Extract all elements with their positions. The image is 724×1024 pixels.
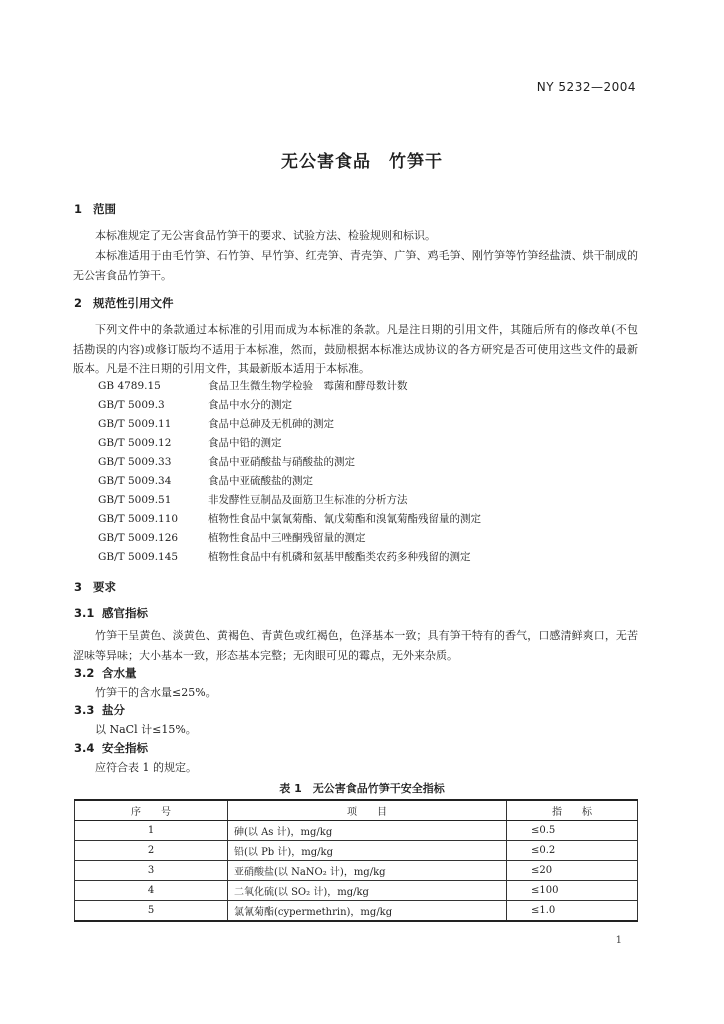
cell-limit: ≤100 <box>507 881 638 901</box>
reference-code: GB/T 5009.145 <box>98 551 179 563</box>
scope-paragraph-1: 本标准规定了无公害食品竹笋干的要求、试验方法、检验规则和标识。 <box>95 229 436 242</box>
reference-item <box>98 548 471 567</box>
table-row <box>75 821 638 841</box>
reference-code: GB/T 5009.33 <box>98 456 172 468</box>
table-row <box>75 861 638 881</box>
subsection-number: 3.2 <box>74 666 95 680</box>
reference-name: 非发酵性豆制品及面筋卫生标准的分析方法 <box>208 494 408 506</box>
subsection-heading-moisture <box>74 665 137 681</box>
reference-code: GB/T 5009.3 <box>98 399 165 411</box>
salt-text: 以 NaCl 计≤15%。 <box>95 723 197 736</box>
table-row <box>75 841 638 861</box>
reference-item <box>98 529 366 548</box>
reference-code: GB/T 5009.12 <box>98 437 172 449</box>
subsection-title: 感官指标 <box>102 606 148 620</box>
safety-indicators-table <box>74 799 638 922</box>
reference-item <box>98 415 334 434</box>
cell-limit: ≤0.5 <box>507 821 638 841</box>
reference-item <box>98 453 355 472</box>
section-number: 2 <box>74 296 83 310</box>
section-title: 要求 <box>93 580 116 594</box>
cell-no: 3 <box>75 861 228 881</box>
header-limit: 指 标 <box>507 800 638 821</box>
subsection-title: 安全指标 <box>102 741 148 755</box>
cell-limit: ≤20 <box>507 861 638 881</box>
cell-item: 氯氰菊酯(cypermethrin)，mg/kg <box>228 901 507 922</box>
cell-item: 砷(以 As 计)，mg/kg <box>228 821 507 841</box>
section-title: 范围 <box>93 202 116 216</box>
subsection-number: 3.4 <box>74 741 95 755</box>
cell-no: 1 <box>75 821 228 841</box>
reference-item <box>98 472 313 491</box>
reference-code: GB/T 5009.51 <box>98 494 172 506</box>
header-item: 项 目 <box>228 800 507 821</box>
section-number: 1 <box>74 202 83 216</box>
subsection-number: 3.1 <box>74 606 95 620</box>
cell-limit: ≤0.2 <box>507 841 638 861</box>
section-number: 3 <box>74 580 83 594</box>
reference-item <box>98 396 292 415</box>
reference-name: 食品中亚硝酸盐与硝酸盐的测定 <box>208 456 355 468</box>
reference-code: GB/T 5009.110 <box>98 513 179 525</box>
cell-no: 2 <box>75 841 228 861</box>
scope-paragraph-2: 本标准适用于由毛竹笋、石竹笋、早竹笋、红壳笋、青壳笋、广笋、鸡毛笋、刚竹笋等竹笋经盐渍、烘干制成的无公害食品竹笋干。 <box>73 249 638 282</box>
table-caption: 表 1 无公害食品竹笋干安全指标 <box>279 782 445 795</box>
reference-item <box>98 377 408 396</box>
subsection-title: 含水量 <box>102 666 137 680</box>
section-heading-scope <box>74 201 116 217</box>
reference-code: GB/T 5009.126 <box>98 532 179 544</box>
subsection-heading-sensory <box>74 605 148 621</box>
section-heading-requirements <box>74 579 116 595</box>
reference-name: 食品中铅的测定 <box>208 437 282 449</box>
cell-item: 铅(以 Pb 计)，mg/kg <box>228 841 507 861</box>
sensory-paragraph: 竹笋干呈黄色、淡黄色、黄褐色、青黄色或红褐色，色泽基本一致；具有笋干特有的香气，口感清鲜爽口，无苦涩味等异味；大小基本一致，形态基本完整；无肉眼可见的霉点，无外来杂质。 <box>73 629 638 662</box>
cell-no: 4 <box>75 881 228 901</box>
document-title: 无公害食品 竹笋干 <box>281 152 443 172</box>
subsection-title: 盐分 <box>102 703 125 717</box>
subsection-heading-salt <box>74 702 125 718</box>
reference-name: 植物性食品中有机磷和氨基甲酸酯类农药多种残留的测定 <box>208 551 471 563</box>
section-heading-normative-references <box>74 295 174 311</box>
cell-limit: ≤1.0 <box>507 901 638 922</box>
safety-text: 应符合表 1 的规定。 <box>95 761 197 774</box>
reference-name: 植物性食品中三唑酮残留量的测定 <box>208 532 366 544</box>
reference-item <box>98 510 481 529</box>
header-serial-number: 序 号 <box>75 800 228 821</box>
reference-name: 植物性食品中氯氰菊酯、氰戊菊酯和溴氰菊酯残留量的测定 <box>208 513 481 525</box>
page-number: 1 <box>615 935 622 946</box>
reference-name: 食品卫生微生物学检验 霉菌和酵母数计数 <box>208 380 408 392</box>
subsection-heading-safety <box>74 740 148 756</box>
reference-code: GB 4789.15 <box>98 380 161 392</box>
section-title: 规范性引用文件 <box>93 296 174 310</box>
cell-item: 二氧化硫(以 SO₂ 计)，mg/kg <box>228 881 507 901</box>
reference-name: 食品中水分的测定 <box>208 399 292 411</box>
standard-number: NY 5232—2004 <box>536 80 636 94</box>
reference-item <box>98 491 408 510</box>
subsection-number: 3.3 <box>74 703 95 717</box>
moisture-text: 竹笋干的含水量≤25%。 <box>95 686 217 699</box>
table-header-row <box>75 800 638 821</box>
reference-name: 食品中总砷及无机砷的测定 <box>208 418 334 430</box>
reference-item <box>98 434 282 453</box>
table-row <box>75 881 638 901</box>
reference-code: GB/T 5009.11 <box>98 418 172 430</box>
cell-item: 亚硝酸盐(以 NaNO₂ 计)，mg/kg <box>228 861 507 881</box>
table-row <box>75 901 638 922</box>
reference-code: GB/T 5009.34 <box>98 475 172 487</box>
references-paragraph: 下列文件中的条款通过本标准的引用而成为本标准的条款。凡是注日期的引用文件，其随后所有的修改单(不包括勘误的内容)或修订版均不适用于本标准，然而，鼓励根据本标准达成协议的各方研究是否可使用这些文件的最新版本。凡是不注日期的引用文件，其最新版本适用于本标准。 <box>73 323 638 375</box>
reference-name: 食品中亚硫酸盐的测定 <box>208 475 313 487</box>
cell-no: 5 <box>75 901 228 922</box>
